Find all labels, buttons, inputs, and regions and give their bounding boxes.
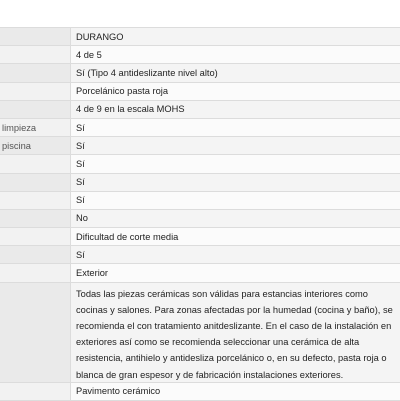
spec-value: Sí	[71, 155, 400, 172]
spec-row	[0, 155, 400, 173]
spec-value: Sí	[71, 119, 400, 136]
spec-value: Pavimento cerámico	[71, 383, 400, 400]
spec-value: Sí	[71, 137, 400, 154]
spec-value	[71, 283, 400, 382]
spec-label	[0, 101, 71, 118]
spec-value: 4 de 9 en la escala MOHS	[71, 101, 400, 118]
spec-label	[0, 28, 71, 45]
spec-label	[0, 155, 71, 172]
usage-notes-text: Todas las piezas cerámicas son válidas para estancias interiores como cocinas y salones. Para zonas afectadas por la humedad (cocina y baño), se recomienda el con tratamiento anitdeslizante. En el caso de la instalación en exteriores así como se recomienda seleccionar una cerámica de alta resistencia, antihielo y antidesliza porcelánico o, en su defecto, pasta roja o blanca de gran espesor y de fabricación instalaciones exteriores.	[76, 288, 393, 380]
spec-value: 4 de 5	[71, 46, 400, 63]
spec-label	[0, 264, 71, 281]
spec-value: Sí	[71, 174, 400, 191]
spec-label	[0, 210, 71, 227]
spec-value: Sí (Tipo 4 antideslizante nivel alto)	[71, 64, 400, 81]
spec-row-type	[0, 383, 400, 401]
spec-label	[0, 64, 71, 81]
spec-label	[0, 228, 71, 245]
spec-value: Sí	[71, 246, 400, 263]
spec-row-antislip	[0, 64, 400, 82]
spec-label	[0, 283, 71, 382]
spec-label: piscina	[0, 137, 71, 154]
spec-label	[0, 174, 71, 191]
spec-row	[0, 192, 400, 210]
spec-value: No	[71, 210, 400, 227]
spec-row-model	[0, 28, 400, 46]
spec-value: Exterior	[71, 264, 400, 281]
spec-label: limpieza	[0, 119, 71, 136]
spec-label	[0, 246, 71, 263]
spec-row	[0, 210, 400, 228]
spec-row-rating	[0, 46, 400, 64]
spec-label	[0, 192, 71, 209]
spec-row-hardness	[0, 101, 400, 119]
spec-value: DURANGO	[71, 28, 400, 45]
spec-value: Porcelánico pasta roja	[71, 83, 400, 100]
spec-label	[0, 46, 71, 63]
spec-row	[0, 174, 400, 192]
spec-value: Sí	[71, 192, 400, 209]
spec-row-usage-notes	[0, 283, 400, 383]
spec-label	[0, 83, 71, 100]
spec-label	[0, 383, 71, 400]
spec-row-cleaning	[0, 119, 400, 137]
spec-row-material	[0, 83, 400, 101]
spec-row-cutting	[0, 228, 400, 246]
spec-value: Dificultad de corte media	[71, 228, 400, 245]
spec-row-location	[0, 264, 400, 282]
spec-row	[0, 246, 400, 264]
spec-row-pool	[0, 137, 400, 155]
product-specs-table	[0, 27, 400, 401]
